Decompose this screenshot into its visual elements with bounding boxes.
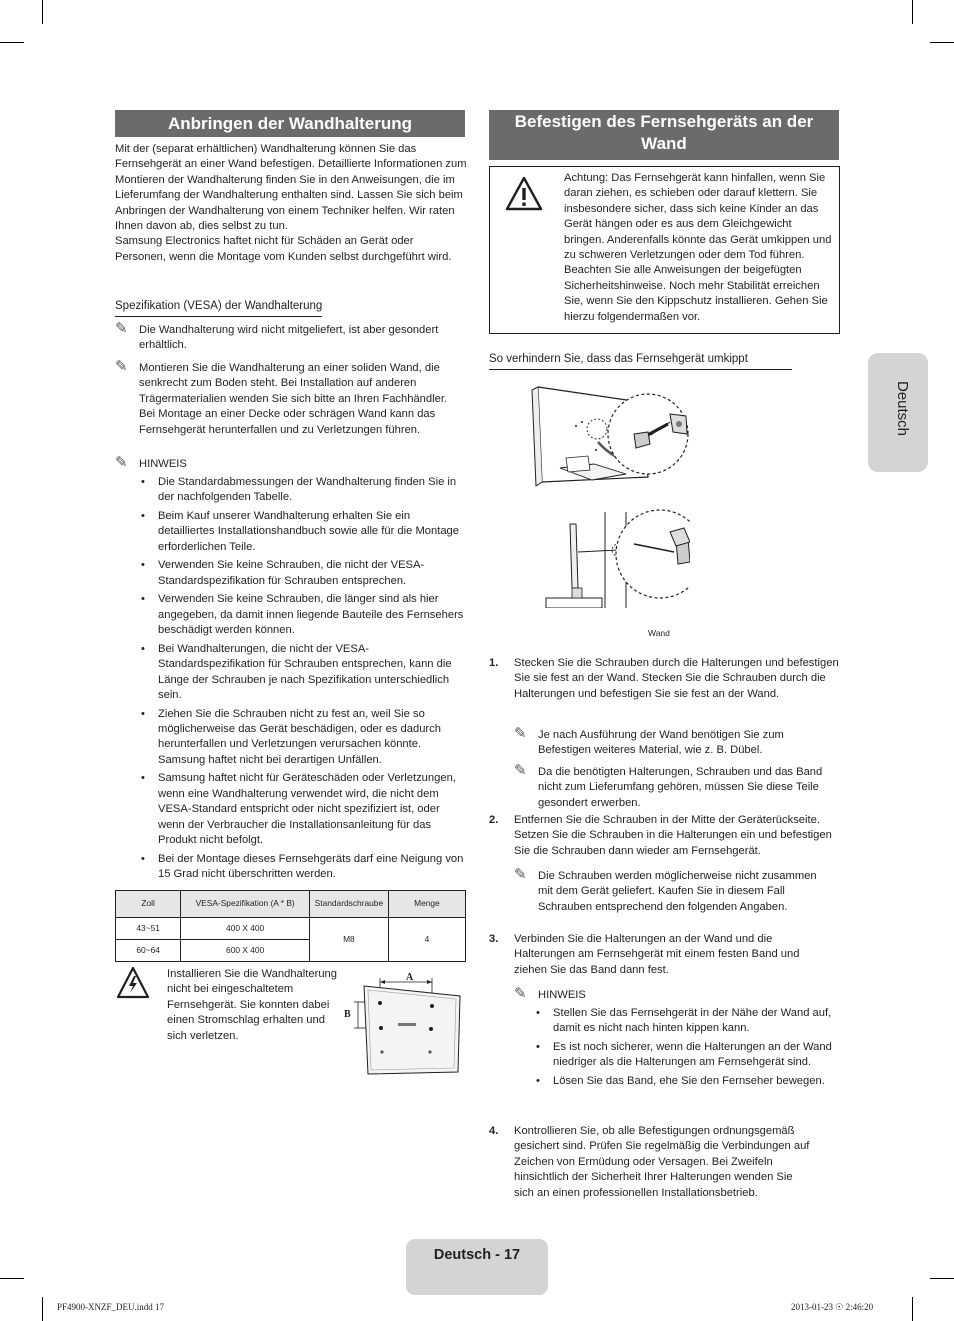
caution-text <box>564 171 832 325</box>
table-header: VESA-Spezifikation (A * B) <box>181 891 310 918</box>
pencil-icon: ✎ <box>514 985 527 1002</box>
list-item: • Es ist noch sicherer, wenn die Halterungen an der Wand niedriger als die Halterungen am Fernsehgerät sind. <box>510 1040 840 1071</box>
pencil-icon: ✎ <box>115 358 128 375</box>
language-tab-label: Deutsch <box>894 381 911 437</box>
table-header: Menge <box>388 891 465 918</box>
crop-mark <box>930 1278 954 1279</box>
pencil-icon: ✎ <box>115 320 128 337</box>
step-item <box>489 813 841 861</box>
pencil-icon: ✎ <box>115 454 128 471</box>
note <box>115 320 467 355</box>
note-text: Die Schrauben werden möglicherweise nicht zusammen mit dem Gerät geliefert. Kaufen Sie in diesem Fall Schrauben entsprechend den folgenden Angaben. <box>538 870 817 913</box>
crop-mark <box>42 1297 43 1321</box>
section-heading-tv-fixing <box>489 110 839 160</box>
tv-back-dimension-illustration <box>342 968 466 1076</box>
list-item: • Bei der Montage dieses Fernsehgeräts darf eine Neigung von 15 Grad nicht überschritten werden. <box>115 852 467 883</box>
note-text: Montieren Sie die Wandhalterung an einer soliden Wand, die senkrecht zum Boden steht. Bei Installation auf anderen Trägermaterialien wenden Sie sich bitte an Ihren Fachhändler. Bei Montage an einer Decke oder schrägen Wand kann das Fernsehgerät herunterfallen und zu Verletzungen führen. <box>139 362 448 436</box>
table-cell: 4 <box>388 918 465 962</box>
anti-tip-illustration <box>530 382 690 608</box>
list-item: • Samsung haftet nicht für Geräteschäden oder Verletzungen, wenn eine Wandhalterung verwendet wird, die nicht dem VESA-Standard entspricht oder nicht spezifiziert ist, oder wenn der Verbraucher die Installationsanleitung für das Produkt nicht befolgt. <box>115 771 467 848</box>
step-text: Kontrollieren Sie, ob alle Befestigungen ordnungsgemäß gesichert sind. Prüfen Sie regelmäßig die Verbindungen auf Zeichen von Ermüdung oder Versagen. Bei Zweifeln hinsichtlich der Sicherheit Ihrer Halterungen wenden Sie sich an einen professionellen Installationsbetrieb. <box>514 1125 810 1199</box>
list-item: • Stellen Sie das Fernsehgerät in der Nähe der Wand auf, damit es nicht nach hinten kippen kann. <box>510 1006 840 1037</box>
hinweis-label: HINWEIS <box>139 458 187 470</box>
intro-text <box>115 142 467 265</box>
table-header: Standardschraube <box>309 891 388 918</box>
note-text: Da die benötigten Halterungen, Schrauben und das Band nicht zum Lieferumfang gehören, müssen Sie diese Teile gesondert erwerben. <box>538 766 823 809</box>
shock-warning-text: Installieren Sie die Wandhalterung nicht bei eingeschaltetem Fernsehgerät. Sie konnten dabei einen Stromschlag erhalten und sich verletzen. <box>167 968 337 1042</box>
note-text: Die Wandhalterung wird nicht mitgeliefert, ist aber gesondert erhältlich. <box>139 324 439 352</box>
table-cell: 600 X 400 <box>181 940 310 962</box>
table-row <box>116 918 466 940</box>
intro-paragraph: Samsung Electronics haftet nicht für Schäden an Gerät oder Personen, wenn die Montage vom Kunden selbst durchgeführt wird. <box>115 235 452 263</box>
hinweis <box>115 454 315 473</box>
crop-mark <box>912 0 913 24</box>
hinweis <box>514 985 714 1004</box>
electric-shock-warning-icon <box>115 965 151 1003</box>
heading-line: Wand <box>641 134 687 153</box>
note <box>514 725 839 760</box>
step-text: Stecken Sie die Schrauben durch die Halterungen und befestigen Sie sie fest an der Wand. Stecken Sie die Schrauben durch die Halterungen und befestigen Sie sie fest an der Wand. <box>514 657 839 700</box>
anti-tip-heading: So verhindern Sie, dass das Fernsehgerät umkippt <box>489 352 792 370</box>
list-item: • Bei Wandhalterungen, die nicht der VESA-Standardspezifikation für Schrauben entsprechen, kann die Länge der Schrauben je nach Spezifikation unterschiedlich sein. <box>115 642 467 704</box>
vesa-table <box>115 890 466 962</box>
caution-body: : Das Fernsehgerät kann hinfallen, wenn Sie daran ziehen, es schieben oder darauf klettern. Sie insbesondere sicher, dass sich keine Kinder an das Gerät hängen oder es aus dem Gleichgewicht bringen. Anderenfalls könnte das Gerät umkippen und zu schweren Verletzungen oder dem Tod führen. Beachten Sie alle Anweisungen der beigefügten Sicherheitshinweise. Noch mehr Stabilität erreichen Sie, wenn Sie den Kippschutz installieren. Gehen Sie hierzu folgendermaßen vor. <box>564 172 832 323</box>
list-item: • Verwenden Sie keine Schrauben, die länger sind als hier angegeben, da damit innen liegende Bauteile des Fernsehers beschädigt werden können. <box>115 592 467 638</box>
step-number: 2. <box>489 814 499 826</box>
note <box>115 358 467 451</box>
step-number: 3. <box>489 933 499 945</box>
dimension-b-label: B <box>344 1009 351 1020</box>
crop-mark <box>0 1278 24 1279</box>
step-item <box>489 932 841 980</box>
table-cell: 60~64 <box>116 940 181 962</box>
table-header-row <box>116 891 466 918</box>
page-number: Deutsch - 17 <box>433 1247 521 1263</box>
crop-mark <box>0 42 24 43</box>
section-heading-wall-mount: Anbringen der Wandhalterung <box>115 110 465 137</box>
step-number: 4. <box>489 1125 499 1137</box>
caution-box <box>489 166 840 334</box>
note <box>514 762 839 811</box>
pencil-icon: ✎ <box>514 762 527 779</box>
step-number: 1. <box>489 657 499 669</box>
wand-label: Wand <box>648 628 670 638</box>
note <box>514 866 839 931</box>
crop-mark <box>930 42 954 43</box>
pencil-icon: ✎ <box>514 725 527 742</box>
heading-line: Befestigen des Fernsehgeräts an der <box>514 112 814 131</box>
footer-timestamp: 2013-01-23 ☉ 2:46:20 <box>791 1302 874 1312</box>
crop-mark <box>912 1297 913 1321</box>
page-number-tab <box>406 1239 548 1295</box>
crop-mark <box>42 0 43 24</box>
dimension-a-label: A <box>406 972 414 983</box>
table-cell: 400 X 400 <box>181 918 310 940</box>
list-item: • Verwenden Sie keine Schrauben, die nicht der VESA-Standardspezifikation für Schrauben entsprechen. <box>115 558 467 589</box>
step-text: Entfernen Sie die Schrauben in der Mitte der Geräterückseite. Setzen Sie die Schrauben in die Halterungen ein und befestigen Sie die Schrauben dann wieder am Fernsehgerät. <box>514 814 832 857</box>
vesa-spec-heading: Spezifikation (VESA) der Wandhalterung <box>115 299 322 317</box>
table-header: Zoll <box>116 891 181 918</box>
list-item: • Ziehen Sie die Schrauben nicht zu fest an, weil Sie so möglicherweise das Gerät beschädigen, oder es dadurch herunterfallen und Verletzungen verursachen könnte. Samsung haftet nicht bei derartigen Unfällen. <box>115 707 467 769</box>
table-cell: M8 <box>309 918 388 962</box>
intro-paragraph: Mit der (separat erhältlichen) Wandhalterung können Sie das Fernsehgerät an einer Wand befestigen. Detaillierte Informationen zum Montieren der Wandhalterung finden Sie in den Anweisungen, die im Lieferumfang der Wandhalterung enthalten sind. Lassen Sie sich beim Anbringen der Wandhalterung von einem Techniker helfen. Wir raten Ihnen davon ab, dies selbst zu tun. <box>115 143 467 233</box>
step3-hinweis-list <box>510 1006 840 1093</box>
language-side-tab <box>868 353 928 472</box>
note-text: Je nach Ausführung der Wand benötigen Sie zum Befestigen weiteres Material, wie z. B. Dübel. <box>538 729 784 757</box>
table-cell: 43~51 <box>116 918 181 940</box>
hinweis-label: HINWEIS <box>538 989 586 1001</box>
hinweis-list <box>115 475 467 886</box>
step-item <box>489 1124 841 1204</box>
list-item: • Die Standardabmessungen der Wandhalterung finden Sie in der nachfolgenden Tabelle. <box>115 475 467 506</box>
step-text: Verbinden Sie die Halterungen an der Wand und die Halterungen am Fernsehgerät mit einem festen Band und ziehen Sie das Band dann fest. <box>514 933 800 976</box>
list-item: • Lösen Sie das Band, ehe Sie den Fernseher bewegen. <box>510 1074 840 1089</box>
step-item <box>489 656 841 720</box>
list-item: • Beim Kauf unserer Wandhalterung erhalten Sie ein detailliertes Installationshandbuch sowie alle für die Montage erforderlichen Teile. <box>115 509 467 555</box>
footer-filename: PF4900-XNZF_DEU.indd 17 <box>57 1302 165 1312</box>
caution-label: Achtung <box>564 172 606 184</box>
caution-triangle-icon <box>504 175 544 213</box>
pencil-icon: ✎ <box>514 866 527 883</box>
